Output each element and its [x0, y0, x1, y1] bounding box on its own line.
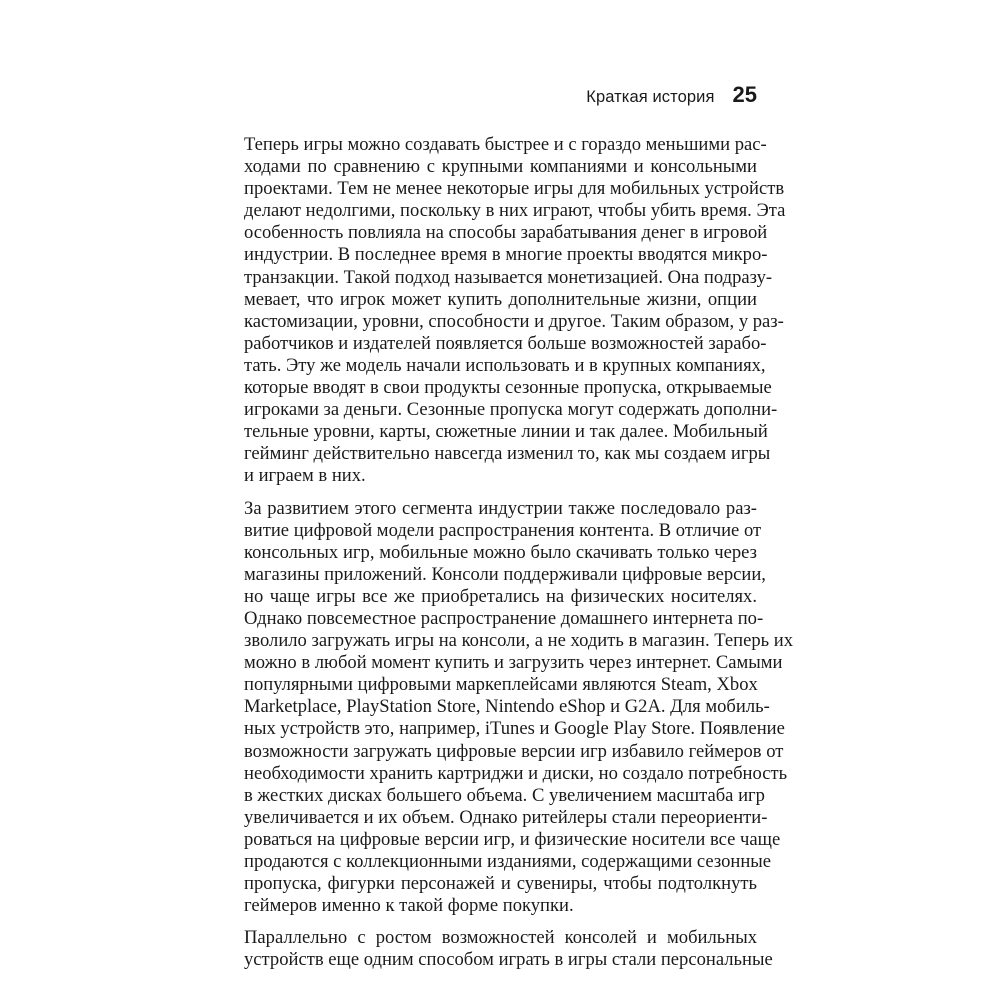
- text-line: и играем в них.: [244, 465, 366, 487]
- text-line: Теперь игры можно создавать быстрее и с гораздо меньшими рас-: [244, 134, 767, 155]
- text-line: пропуска, фигурки персонажей и сувениры, чтобы подтолкнуть: [244, 873, 757, 895]
- text-line: возможности загружать цифровые версии игр избавило геймеров от: [244, 740, 784, 762]
- text-line: ходами по сравнению с крупными компаниями и консольными: [244, 156, 757, 178]
- text-line: делают недолгими, поскольку в них играют, чтобы убить время. Эта: [244, 200, 786, 222]
- section-title: Краткая история: [586, 88, 715, 106]
- text-line: магазины приложений. Консоли поддерживали цифровые версии,: [244, 563, 766, 585]
- text-line: индустрии. В последнее время в многие проекты вводятся микро-: [244, 244, 768, 266]
- text-line: игроками за деньги. Сезонные пропуска могут содержать дополни-: [244, 399, 778, 421]
- text-line: гейминг действительно навсегда изменил то, как мы создаем игры: [244, 443, 771, 465]
- text-line: ных устройств это, например, iTunes и Google Play Store. Появление: [244, 718, 785, 740]
- text-line: необходимости хранить картриджи и диски, но создало потребность: [244, 762, 788, 784]
- text-line: мевает, что игрок может купить дополнительные жизни, опции: [244, 288, 757, 310]
- text-line: тать. Эту же модель начали использовать и в крупных компаниях,: [244, 354, 766, 376]
- text-line: тельные уровни, карты, сюжетные линии и так далее. Мобильный: [244, 421, 768, 443]
- running-header: [560, 82, 757, 108]
- text-line: работчиков и издателей появляется больше возможностей зарабо-: [244, 332, 767, 354]
- text-line: особенность повлияла на способы зарабатывания денег в игровой: [244, 222, 768, 244]
- text-line: консольных игр, мобильные можно было скачивать только через: [244, 541, 757, 563]
- text-line: продаются с коллекционными изданиями, содержащими сезонные: [244, 851, 772, 872]
- text-line: проектами. Тем не менее некоторые игры для мобильных устройств: [244, 178, 785, 200]
- text-line: можно в любой момент купить и загрузить через интернет. Самыми: [244, 652, 783, 674]
- paragraph: [244, 927, 773, 971]
- text-line: которые вводят в свои продукты сезонные пропуска, открываемые: [244, 377, 772, 399]
- page-number: 25: [732, 82, 757, 107]
- text-line: За развитием этого сегмента индустрии также последовало раз-: [244, 497, 757, 519]
- paragraph: [244, 134, 786, 488]
- text-line: зволило загружать игры на консоли, а не ходить в магазин. Теперь их: [244, 630, 794, 652]
- text-line: роваться на цифровые версии игр, и физические носители все чаще: [244, 828, 781, 850]
- text-line: увеличивается и их объем. Однако ритейлеры стали переориенти-: [244, 806, 768, 828]
- text-line: популярными цифровыми маркеплейсами являются Steam, Xbox: [244, 674, 758, 696]
- text-line: но чаще игры все же приобретались на физических носителях.: [244, 585, 757, 607]
- text-line: транзакции. Такой подход называется монетизацией. Она подразу-: [244, 266, 773, 288]
- text-line: витие цифровой модели распространения контента. В отличие от: [244, 519, 762, 541]
- text-line: Marketplace, PlayStation Store, Nintendo eShop и G2A. Для мобиль-: [244, 696, 770, 718]
- text-line: Однако повсеместное распространение домашнего интернета по-: [244, 607, 764, 629]
- text-line: в жестких дисках большего объема. С увеличением масштаба игр: [244, 784, 765, 806]
- body-text: [244, 134, 794, 981]
- text-line: кастомизации, уровни, способности и другое. Таким образом, у раз-: [244, 310, 784, 332]
- text-line: Параллельно с ростом возможностей консолей и мобильных: [244, 927, 757, 949]
- text-line: геймеров именно к такой форме покупки.: [244, 895, 574, 917]
- text-line: устройств еще одним способом играть в игры стали персональные: [244, 949, 773, 971]
- paragraph: [244, 497, 794, 918]
